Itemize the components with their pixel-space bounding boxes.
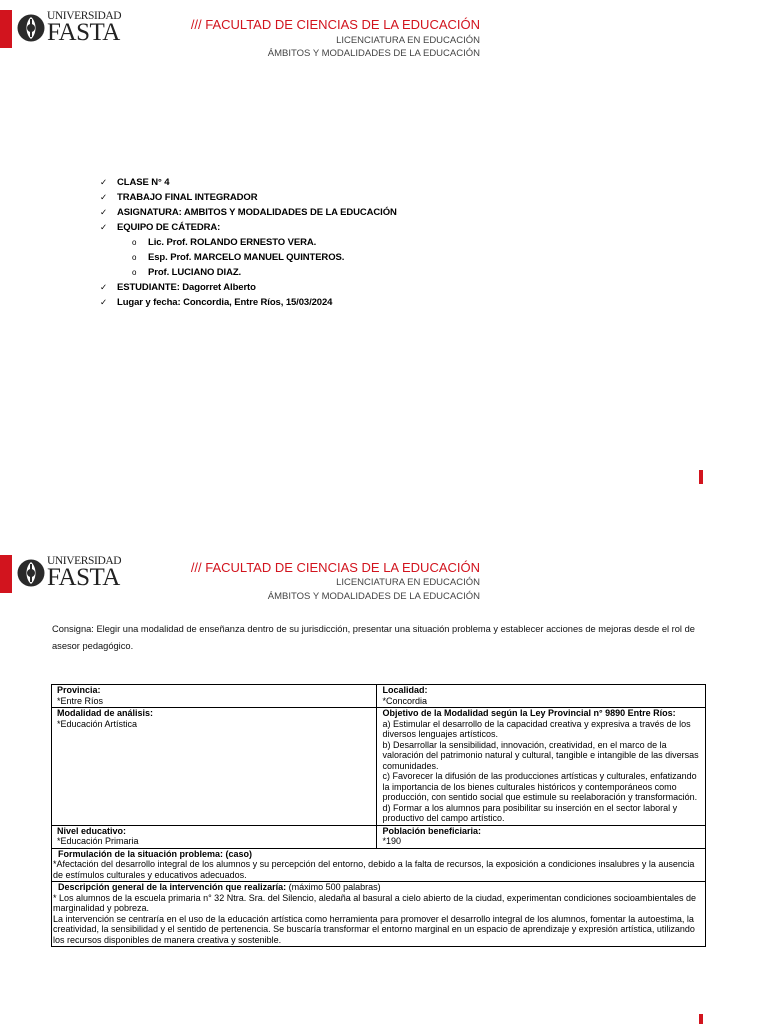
brand-red-bar: [0, 555, 12, 593]
team-heading: EQUIPO DE CÁTEDRA:: [117, 222, 221, 233]
university-logo: [16, 9, 122, 49]
table-row: [52, 882, 706, 947]
word-limit-note: (máximo 500 palabras): [288, 882, 381, 892]
document-page-2: [0, 545, 768, 1024]
objective-item: a) Estimular el desarrollo de la capacidad creativa y expresiva a través de los diversos lenguajes artísticos.: [382, 718, 691, 739]
degree-subtitle: LICENCIATURA EN EDUCACIÓN: [336, 577, 480, 588]
list-item: [100, 295, 397, 310]
locality-value: *Concordia: [382, 695, 427, 706]
circle-bullet-icon: o: [132, 268, 137, 277]
table-row: [52, 848, 706, 882]
objective-item: d) Formar a los alumnos para posibilitar su inserción en el sector laboral y productivo del campo artístico.: [382, 802, 678, 823]
problem-value: *Afectación del desarrollo integral de los alumnos y su percepción del entorno, debido a la falta de recursos, la exposición a condiciones insalubres y la ausencia de estímulos culturales y educativos adecuados.: [53, 859, 695, 880]
list-item: [100, 220, 397, 235]
intervention-paragraph: La intervención se centraría en el uso de la educación artística como herramienta para promover el desarrollo integral de los alumnos, fomentar la autoestima, la creatividad, la sensibilidad y el sentido de pertenencia. Se buscaría transformar el entorno marginal en un espacio de aprendizaje y expresión artística, utilizando los recursos disponibles de manera creativa y sostenible.: [53, 913, 695, 945]
student-line: ESTUDIANTE: Dagorret Alberto: [117, 282, 256, 293]
province-value: *Entre Ríos: [57, 695, 104, 706]
modality-value: *Educación Artística: [57, 718, 138, 729]
faculty-title: /// FACULTAD DE CIENCIAS DE LA EDUCACIÓN: [190, 560, 480, 575]
circle-bullet-icon: o: [132, 253, 137, 262]
work-title: TRABAJO FINAL INTEGRADOR: [117, 192, 258, 203]
logo-fasta-text: FASTA: [47, 564, 120, 591]
subject-subtitle: ÁMBITOS Y MODALIDADES DE LA EDUCACIÓN: [267, 591, 480, 602]
level-value: *Educación Primaria: [57, 836, 139, 846]
level-cell: [52, 825, 377, 848]
degree-subtitle: LICENCIATURA EN EDUCACIÓN: [336, 35, 480, 46]
university-emblem-icon: [16, 13, 46, 43]
table-row: [52, 825, 706, 848]
list-item: [100, 205, 397, 220]
locality-label: Localidad:: [382, 685, 428, 695]
list-item: [100, 235, 397, 250]
cover-info-list: [100, 175, 397, 310]
check-icon: ✓: [100, 297, 108, 307]
logo-university-text: UNIVERSIDAD: [47, 555, 122, 567]
objective-cell: [377, 708, 706, 826]
objective-item: b) Desarrollar la sensibilidad, innovación, creatividad, en el marco de la valoración del patrimonio natural y cultural, tangible e intangible de las diversas comunidades.: [382, 739, 699, 771]
level-label: Nivel educativo:: [57, 825, 127, 836]
intervention-heading: [53, 882, 702, 893]
province-label: Provincia:: [57, 685, 101, 695]
check-icon: ✓: [100, 192, 108, 202]
check-icon: ✓: [100, 177, 108, 187]
population-label: Población beneficiaria:: [382, 825, 481, 836]
list-item: [100, 190, 397, 205]
university-logo: [16, 554, 122, 594]
team-member: Lic. Prof. ROLANDO ERNESTO VERA.: [148, 237, 317, 248]
modality-cell: [52, 708, 377, 826]
objective-label: Objetivo de la Modalidad según la Ley Provincial n° 9890 Entre Ríos:: [382, 708, 676, 718]
page-corner-mark: [699, 470, 703, 484]
check-icon: ✓: [100, 207, 108, 217]
list-item: [100, 175, 397, 190]
circle-bullet-icon: o: [132, 238, 137, 247]
assignment-instructions: Consigna: Elegir una modalidad de enseñanza dentro de su jurisdicción, presentar una situación problema y establecer acciones de mejoras desde el rol de asesor pedagógico.: [52, 624, 695, 651]
intervention-paragraph: * Los alumnos de la escuela primaria n° 32 Ntra. Sra. del Silencio, aledaña al basural a cielo abierto de la ciudad, experimentan condiciones socioambientales de marginalidad y pobreza.: [53, 892, 696, 913]
list-item: [100, 280, 397, 295]
problem-label: Formulación de la situación problema: (caso): [58, 848, 253, 859]
province-cell: [52, 685, 377, 708]
table-row: [52, 685, 706, 708]
list-item: [100, 265, 397, 280]
team-member: Prof. LUCIANO DIAZ.: [148, 267, 242, 278]
team-member: Esp. Prof. MARCELO MANUEL QUINTEROS.: [148, 252, 345, 263]
problem-cell: [52, 848, 706, 882]
page-corner-mark: [699, 1014, 703, 1024]
modality-label: Modalidad de análisis:: [57, 708, 154, 718]
table-row: [52, 708, 706, 826]
logo-university-text: UNIVERSIDAD: [47, 10, 122, 22]
brand-red-bar: [0, 10, 12, 48]
subject-subtitle: ÁMBITOS Y MODALIDADES DE LA EDUCACIÓN: [267, 48, 480, 59]
list-item: [100, 250, 397, 265]
population-cell: [377, 825, 706, 848]
subject-line: ASIGNATURA: AMBITOS Y MODALIDADES DE LA EDUCACIÓN: [117, 207, 397, 218]
locality-cell: [377, 685, 706, 708]
check-icon: ✓: [100, 282, 108, 292]
place-date-line: Lugar y fecha: Concordia, Entre Ríos, 15/03/2024: [117, 297, 333, 308]
faculty-title: /// FACULTAD DE CIENCIAS DE LA EDUCACIÓN: [190, 17, 480, 32]
intervention-label: Descripción general de la intervención que realizaría:: [58, 882, 287, 892]
intervention-form-table: [51, 684, 706, 947]
objective-item: c) Favorecer la difusión de las producciones artísticas y culturales, enfatizando la importancia de los bienes culturales históricos y contemporáneos como producción, con sentido social que estimule su reelaboración y transformación.: [382, 771, 698, 802]
logo-fasta-text: FASTA: [47, 19, 120, 46]
check-icon: ✓: [100, 222, 108, 232]
university-emblem-icon: [16, 558, 46, 588]
intervention-cell: [52, 882, 706, 947]
population-value: *190: [382, 836, 401, 846]
class-number: CLASE N° 4: [117, 177, 170, 188]
